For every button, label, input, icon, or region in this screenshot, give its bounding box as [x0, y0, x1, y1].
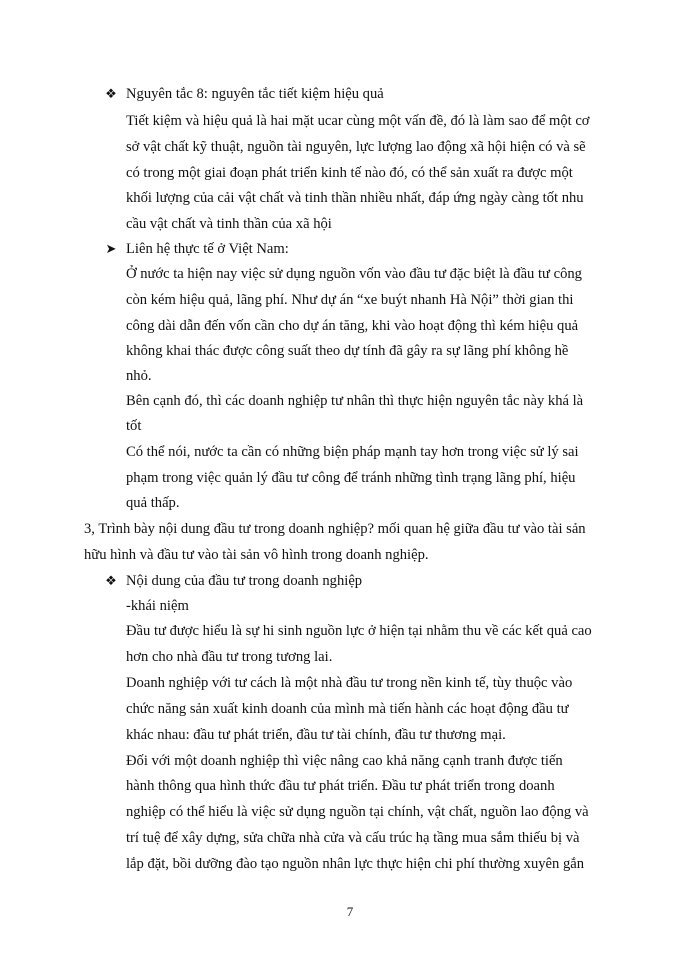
paragraph-line: nhỏ.: [126, 368, 152, 384]
paragraph-line: nghiệp có thể hiểu là việc sử dụng nguồn tại chính, vật chất, nguồn lao động và: [126, 804, 589, 820]
paragraph-line: sở vật chất kỹ thuật, nguồn tài nguyên, lực lượng lao động xã hội hiện có và sẽ: [126, 139, 586, 155]
paragraph-line: Doanh nghiệp với tư cách là một nhà đầu tư trong nền kinh tế, tùy thuộc vào: [126, 675, 573, 691]
paragraph-line: Đối với một doanh nghiệp thì việc nâng cao khả năng cạnh tranh được tiến: [126, 753, 563, 769]
paragraph-line: Ở nước ta hiện nay việc sử dụng nguồn vốn vào đầu tư đặc biệt là đầu tư công: [126, 266, 582, 282]
section-heading: Liên hệ thực tế ở Việt Nam:: [126, 241, 289, 257]
paragraph-line: Đầu tư được hiểu là sự hi sinh nguồn lực ở hiện tại nhằm thu về các kết quả cao: [126, 623, 592, 639]
diamond-bullet-icon: ❖: [105, 573, 117, 588]
page-number: 7: [346, 904, 354, 919]
paragraph-line: cầu vật chất và tinh thần của xã hội: [126, 216, 332, 232]
paragraph-line: lắp đặt, bồi dưỡng đào tạo nguồn nhân lực thực hiện chi phí thường xuyên gắn: [126, 856, 585, 872]
paragraph-line: tốt: [126, 418, 142, 434]
question-line: 3, Trình bày nội dung đầu tư trong doanh nghiệp? mối quan hệ giữa đầu tư vào tài sản: [84, 521, 586, 537]
paragraph-line: có trong một giai đoạn phát triển kinh tế nào đó, có thể sản xuất ra được một: [126, 165, 573, 181]
paragraph-line: khác nhau: đầu tư phát triển, đầu tư tài chính, đầu tư thương mại.: [126, 727, 506, 743]
arrow-bullet-icon: ➤: [105, 241, 117, 256]
paragraph-line: không khai thác được công suất theo dự tính đã gây ra sự lãng phí không hề: [126, 343, 569, 359]
paragraph-line: -khái niệm: [126, 598, 189, 614]
paragraph-line: hành thông qua hình thức đầu tư phát triển. Đầu tư phát triển trong doanh: [126, 778, 555, 794]
section-heading: Nguyên tắc 8: nguyên tắc tiết kiệm hiệu quả: [126, 86, 384, 102]
paragraph-line: Có thể nói, nước ta cần có những biện pháp mạnh tay hơn trong việc sử lý sai: [126, 444, 579, 460]
section-heading: Nội dung của đầu tư trong doanh nghiệp: [126, 573, 363, 589]
paragraph-line: khối lượng của cải vật chất và tinh thần nhiều nhất, đáp ứng ngày càng tốt nhu: [126, 190, 584, 206]
question-line: hữu hình và đầu tư vào tài sản vô hình trong doanh nghiệp.: [84, 547, 429, 563]
diamond-bullet-icon: ❖: [105, 86, 117, 101]
paragraph-line: Tiết kiệm và hiệu quả là hai mặt ucar cùng một vấn đề, đó là làm sao để một cơ: [126, 113, 590, 129]
paragraph-line: chức năng sản xuất kinh doanh của mình mà tiến hành các hoạt động đầu tư: [126, 701, 569, 717]
paragraph-line: còn kém hiệu quả, lãng phí. Như dự án “xe buýt nhanh Hà Nội” thời gian thi: [126, 292, 574, 308]
paragraph-line: phạm trong việc quản lý đầu tư công để tránh những tình trạng lãng phí, hiệu: [126, 470, 576, 486]
paragraph-line: hơn cho nhà đầu tư trong tương lai.: [126, 649, 333, 665]
paragraph-line: Bên cạnh đó, thì các doanh nghiệp tư nhân thì thực hiện nguyên tắc này khá là: [126, 393, 584, 409]
paragraph-line: quả thấp.: [126, 495, 180, 511]
paragraph-line: trí tuệ để xây dựng, sửa chữa nhà cửa và cấu trúc hạ tầng mua sắm thiếu bị và: [126, 830, 580, 846]
paragraph-line: công dài dẫn đến vốn cần cho dự án tăng, khi vào hoạt động thì kém hiệu quả: [126, 318, 579, 334]
